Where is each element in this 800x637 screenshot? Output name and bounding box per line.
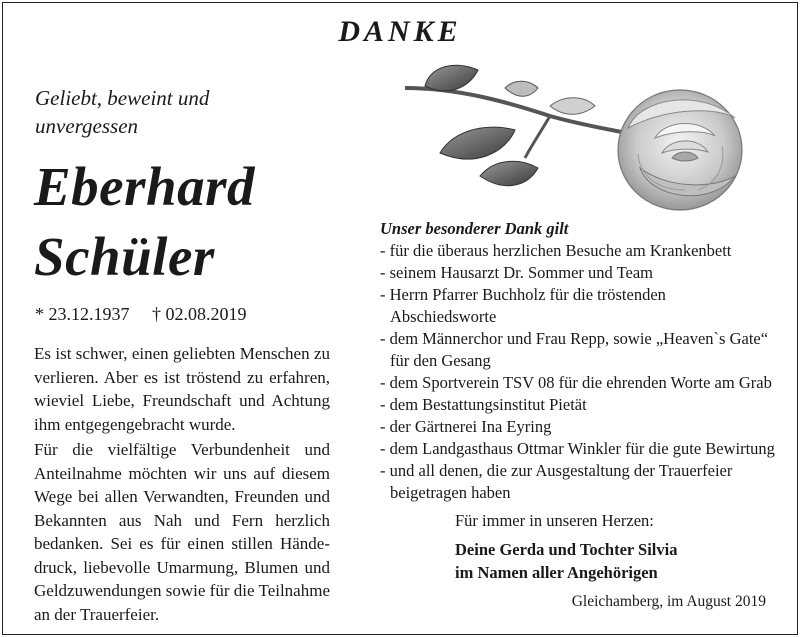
list-item: - für die überaus herzlichen Besuche am Krankenbett [380, 241, 732, 260]
list-item: - dem Bestattungsinstitut Pietät [380, 395, 587, 414]
subtitle [35, 84, 295, 140]
thanks-title: Unser besonderer Dank gilt [380, 219, 569, 238]
place-date: Gleichamberg, im August 2019 [571, 593, 766, 610]
list-item: - und all denen, die zur Ausgestaltung der Trauerfeier beigetragen haben [380, 461, 733, 502]
subtitle-line-2: unvergessen [35, 114, 139, 138]
first-name: Eberhard [34, 156, 255, 217]
headline: DANKE [338, 15, 462, 48]
list-item: - dem Männerchor und Frau Repp, sowie „Heaven`s Gate“ für den Gesang [380, 329, 769, 370]
last-name: Schüler [34, 226, 215, 287]
deceased-name [34, 152, 354, 292]
signature-line-1: Deine Gerda und Tochter Silvia [455, 540, 678, 559]
paragraph-1: Es ist schwer, einen geliebten Menschen zu verlieren. Aber es ist tröstend zu erfahren, wieviel Liebe, Freundschaft und Achtung ihm entgegengebracht wurde. [34, 344, 330, 434]
paragraph-2: Für die vielfältige Verbundenheit und Anteilnahme möchten wir uns auf diesem Wege bei allen Verwandten, Freunden und Bekannten aus Nah und Fern herzlich bedanken. Sei es für einen stillen Händedruck, liebevolle Umarmung, Blumen und Geldzuwendungen sowie für die Teilnahme an der Trauerfeier. [34, 440, 330, 624]
list-item: - Herrn Pfarrer Buchholz für die tröstenden Abschiedsworte [380, 285, 666, 326]
list-item: - dem Landgasthaus Ottmar Winkler für die gute Bewirtung [380, 439, 775, 458]
birth-date: * 23.12.1937 [35, 304, 130, 324]
list-item: - dem Sportverein TSV 08 für die ehrenden Worte am Grab [380, 373, 772, 392]
death-date: † 02.08.2019 [152, 304, 247, 324]
rose-icon [400, 58, 750, 220]
thanks-section [380, 218, 780, 504]
signature [455, 538, 677, 584]
list-item: - der Gärtnerei Ina Eyring [380, 417, 552, 436]
forever-line: Für immer in unseren Herzen: [455, 511, 654, 530]
signature-line-2: im Namen aller Angehörigen [455, 563, 658, 582]
list-item: - seinem Hausarzt Dr. Sommer und Team [380, 263, 654, 282]
subtitle-line-1: Geliebt, beweint und [35, 86, 210, 110]
thanks-list [380, 240, 780, 504]
life-dates [35, 304, 265, 325]
